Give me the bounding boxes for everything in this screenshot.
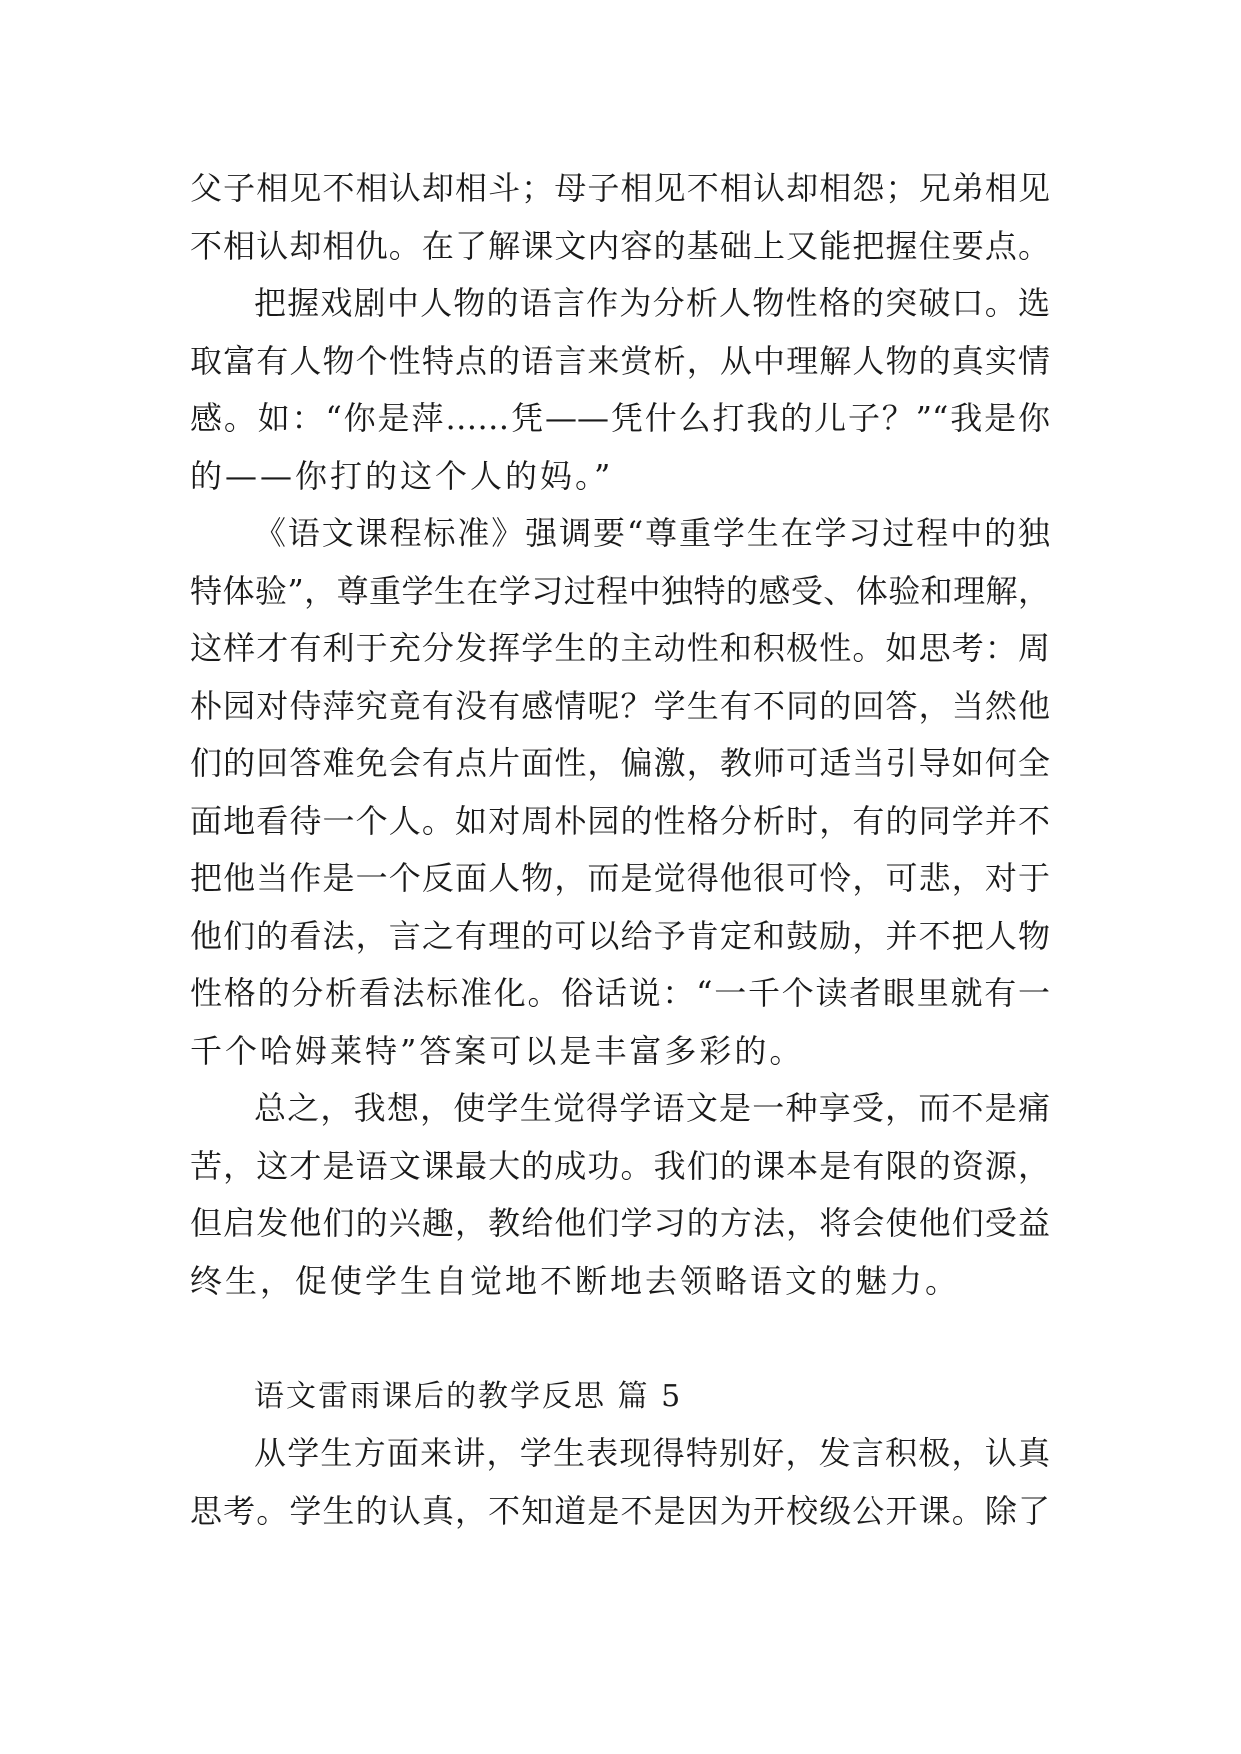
paragraph-5 [190, 1425, 1050, 1540]
paragraph-line: 《语文课程标准》强调要“尊重学生在学习过程中的独 [254, 514, 1050, 552]
paragraph-line: 的——你打的这个人的妈。” [190, 456, 614, 495]
paragraph-line: 面地看待一个人。如对周朴园的性格分析时，有的同学并不 [190, 801, 1050, 840]
paragraph-line: 朴园对侍萍究竟有没有感情呢？学生有不同的回答，当然他 [190, 686, 1050, 725]
paragraph-line: 思考。学生的认真，不知道是不是因为开校级公开课。除了 [190, 1491, 1050, 1530]
paragraph-2 [190, 275, 1050, 505]
paragraph-line: 不相认却相仇。在了解课文内容的基础上又能把握住要点。 [190, 226, 1050, 265]
paragraph-line: 这样才有利于充分发挥学生的主动性和积极性。如思考：周 [190, 629, 1050, 667]
section-spacer [190, 1310, 1050, 1368]
paragraph-line: 把握戏剧中人物的语言作为分析人物性格的突破口。选 [254, 284, 1050, 322]
section-heading: 语文雷雨课后的教学反思 篇 5 [254, 1378, 683, 1414]
paragraph-line: 从学生方面来讲，学生表现得特别好，发言积极，认真 [254, 1434, 1050, 1472]
paragraph-line: 千个哈姆莱特”答案可以是丰富多彩的。 [190, 1031, 805, 1070]
paragraph-line: 终生，促使学生自觉地不断地去领略语文的魅力。 [190, 1261, 961, 1300]
paragraph-line: 们的回答难免会有点片面性，偏激，教师可适当引导如何全 [190, 744, 1050, 782]
paragraph-line: 但启发他们的兴趣，教给他们学习的方法，将会使他们受益 [190, 1204, 1050, 1242]
paragraph-line: 总之，我想，使学生觉得学语文是一种享受，而不是痛 [254, 1089, 1050, 1127]
paragraph-line: 感。如：“你是萍……凭——凭什么打我的儿子？”“我是你 [190, 399, 1050, 437]
paragraph-line: 父子相见不相认却相斗；母子相见不相认却相怨；兄弟相见 [190, 169, 1050, 207]
paragraph-line: 把他当作是一个反面人物，而是觉得他很可怜，可悲，对于 [190, 859, 1050, 897]
paragraph-line: 特体验”，尊重学生在学习过程中独特的感受、体验和理解， [190, 571, 1050, 610]
paragraph-1 [190, 160, 1050, 275]
paragraph-line: 性格的分析看法标准化。俗话说：“一千个读者眼里就有一 [190, 974, 1050, 1012]
paragraph-3 [190, 505, 1050, 1080]
document-page [190, 160, 1050, 1540]
paragraph-4 [190, 1080, 1050, 1310]
paragraph-line: 苦，这才是语文课最大的成功。我们的课本是有限的资源， [190, 1146, 1050, 1185]
paragraph-line: 他们的看法，言之有理的可以给予肯定和鼓励，并不把人物 [190, 916, 1050, 955]
paragraph-line: 取富有人物个性特点的语言来赏析，从中理解人物的真实情 [190, 341, 1050, 380]
